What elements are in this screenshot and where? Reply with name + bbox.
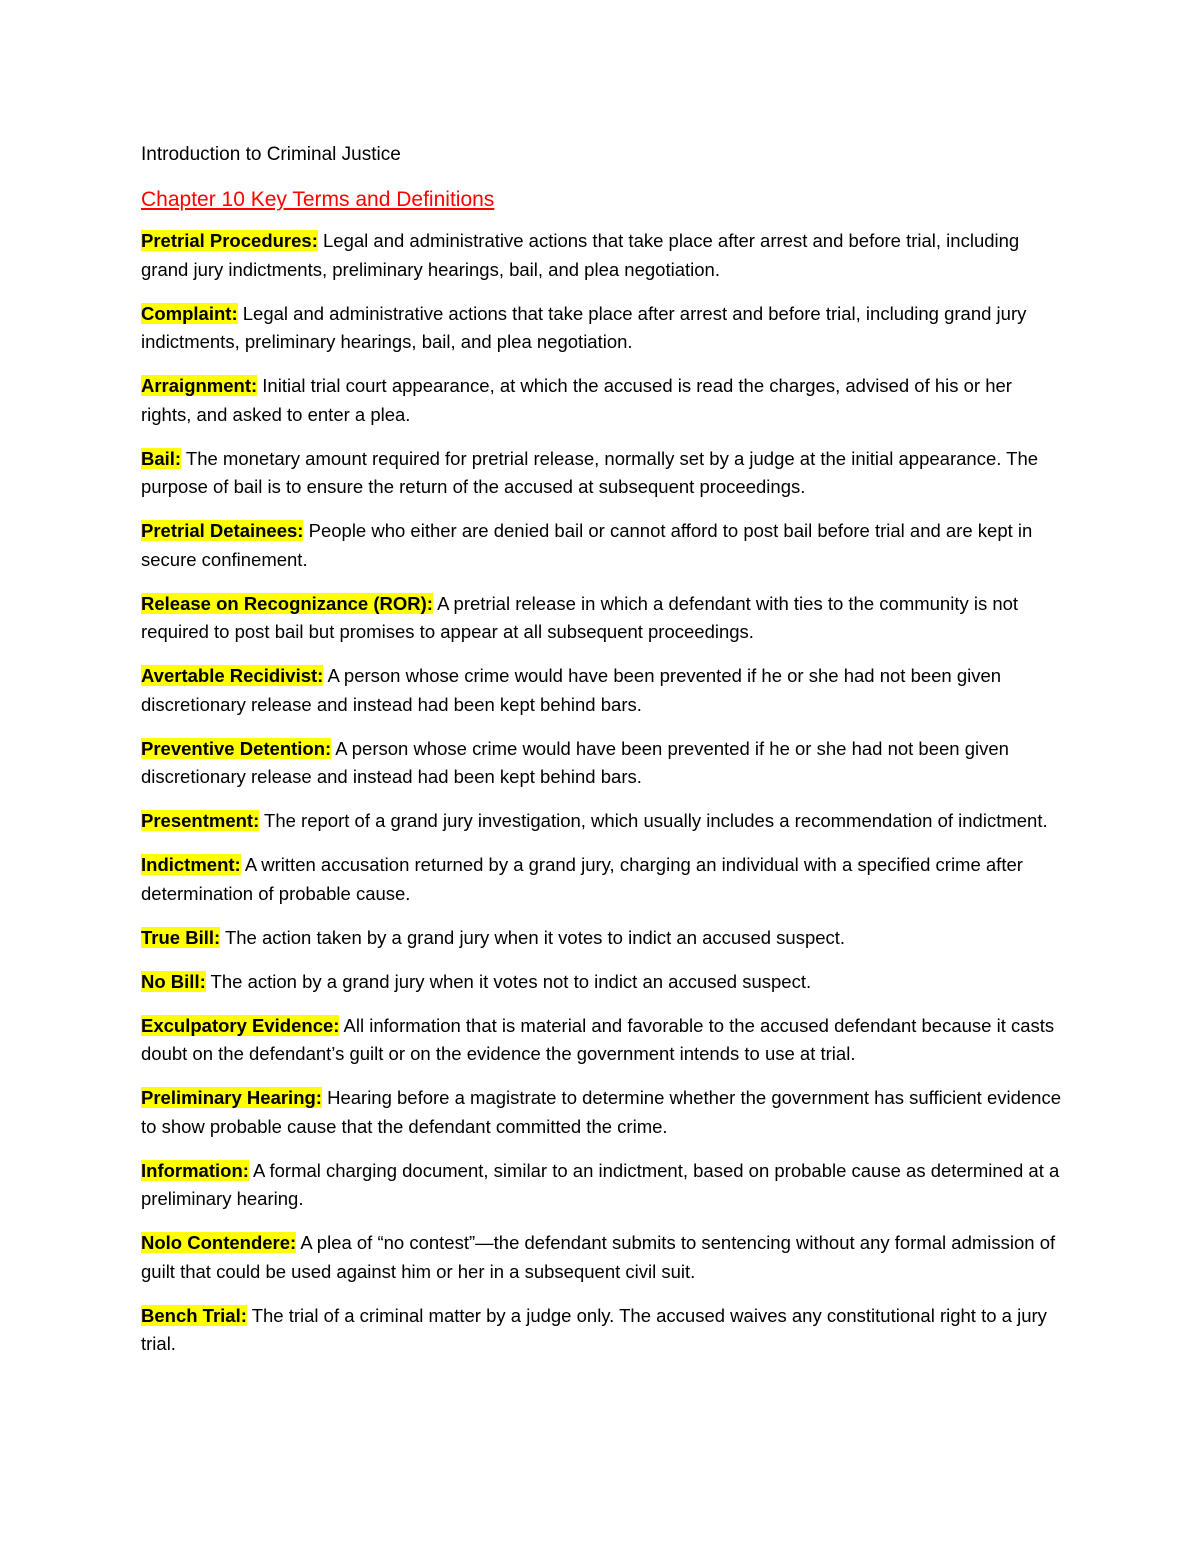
term-label: Avertable Recidivist: (141, 665, 324, 686)
term-entry (141, 968, 1066, 997)
term-definition: A written accusation returned by a grand jury, charging an individual with a specified crime after determination of probable cause. (141, 854, 1023, 904)
course-title: Introduction to Criminal Justice (141, 144, 401, 165)
term-label: Exculpatory Evidence: (141, 1014, 340, 1036)
term-label: Pretrial Procedures: (141, 230, 318, 251)
term-entry (141, 1084, 1066, 1141)
term-definition: The trial of a criminal matter by a judge only. The accused waives any constitutional right to a jury trial. (141, 1304, 1047, 1354)
term-label: Nolo Contendere: (141, 1232, 297, 1253)
term-entry (141, 807, 1066, 836)
term-definition: Hearing before a magistrate to determine whether the government has sufficient evidence to show probable cause that the defendant committed the crime. (141, 1087, 1062, 1137)
term-definition: A plea of “no contest”—the defendant submits to sentencing without any formal admission of guilt that could be used against him or her in a subsequent civil suit. (141, 1232, 1056, 1282)
term-label: Complaint: (141, 302, 238, 324)
term-definition: A pretrial release in which a defendant with ties to the community is not required to post bail but promises to appear at all subsequent proceedings. (141, 592, 1019, 642)
term-definition: The report of a grand jury investigation, which usually includes a recommendation of indictment. (259, 810, 1048, 831)
term-entry (141, 735, 1066, 792)
term-label: Preventive Detention: (141, 737, 332, 759)
term-label: Preliminary Hearing: (141, 1087, 322, 1108)
term-entry (141, 1012, 1066, 1069)
term-entry (141, 1302, 1066, 1359)
term-list (141, 227, 1066, 1359)
term-definition: The monetary amount required for pretrial release, normally set by a judge at the initial appearance. The purpose of bail is to ensure the return of the accused at subsequent proceedings. (141, 447, 1039, 497)
term-definition: The action by a grand jury when it votes not to indict an accused suspect. (205, 970, 812, 992)
term-definition: All information that is material and favorable to the accused defendant because it casts doubt on the defendant’s guilt or on the evidence the government intends to use at trial. (141, 1014, 1055, 1064)
term-label: Release on Recognizance (ROR): (141, 592, 433, 614)
term-definition: People who either are denied bail or cannot afford to post bail before trial and are kept in secure confinement. (141, 520, 1033, 570)
term-definition: The action taken by a grand jury when it votes to indict an accused suspect. (220, 926, 846, 948)
term-definition: A person whose crime would have been prevented if he or she had not been given discretionary release and instead had been kept behind bars. (141, 737, 1009, 787)
term-label: No Bill: (141, 970, 206, 992)
term-entry (141, 1157, 1066, 1214)
term-entry (141, 445, 1066, 502)
term-definition: A person whose crime would have been prevented if he or she had not been given discretionary release and instead had been kept behind bars. (141, 665, 1002, 715)
term-entry (141, 227, 1066, 284)
term-entry (141, 662, 1066, 719)
term-label: Indictment: (141, 854, 241, 875)
term-label: Presentment: (141, 810, 260, 831)
term-entry (141, 372, 1066, 429)
term-label: Pretrial Detainees: (141, 520, 304, 541)
term-label: Arraignment: (141, 375, 258, 396)
term-entry (141, 924, 1066, 953)
document-page (141, 141, 1066, 1374)
term-definition: Legal and administrative actions that take place after arrest and before trial, including grand jury indictments, preliminary hearings, bail, and plea negotiation. (141, 302, 1027, 352)
term-label: True Bill: (141, 926, 221, 948)
term-entry (141, 517, 1066, 574)
term-definition: Initial trial court appearance, at which the accused is read the charges, advised of his or her rights, and asked to enter a plea. (141, 375, 1012, 425)
term-label: Bench Trial: (141, 1304, 247, 1326)
term-entry (141, 851, 1066, 908)
term-entry (141, 1229, 1066, 1286)
term-label: Bail: (141, 447, 182, 469)
term-definition: A formal charging document, similar to an indictment, based on probable cause as determined at a preliminary hearing. (141, 1159, 1060, 1209)
chapter-heading: Chapter 10 Key Terms and Definitions (141, 188, 495, 211)
term-definition: Legal and administrative actions that take place after arrest and before trial, including grand jury indictments, preliminary hearings, bail, and plea negotiation. (141, 230, 1020, 280)
term-label: Information: (141, 1159, 249, 1181)
term-entry (141, 300, 1066, 357)
term-entry (141, 590, 1066, 647)
